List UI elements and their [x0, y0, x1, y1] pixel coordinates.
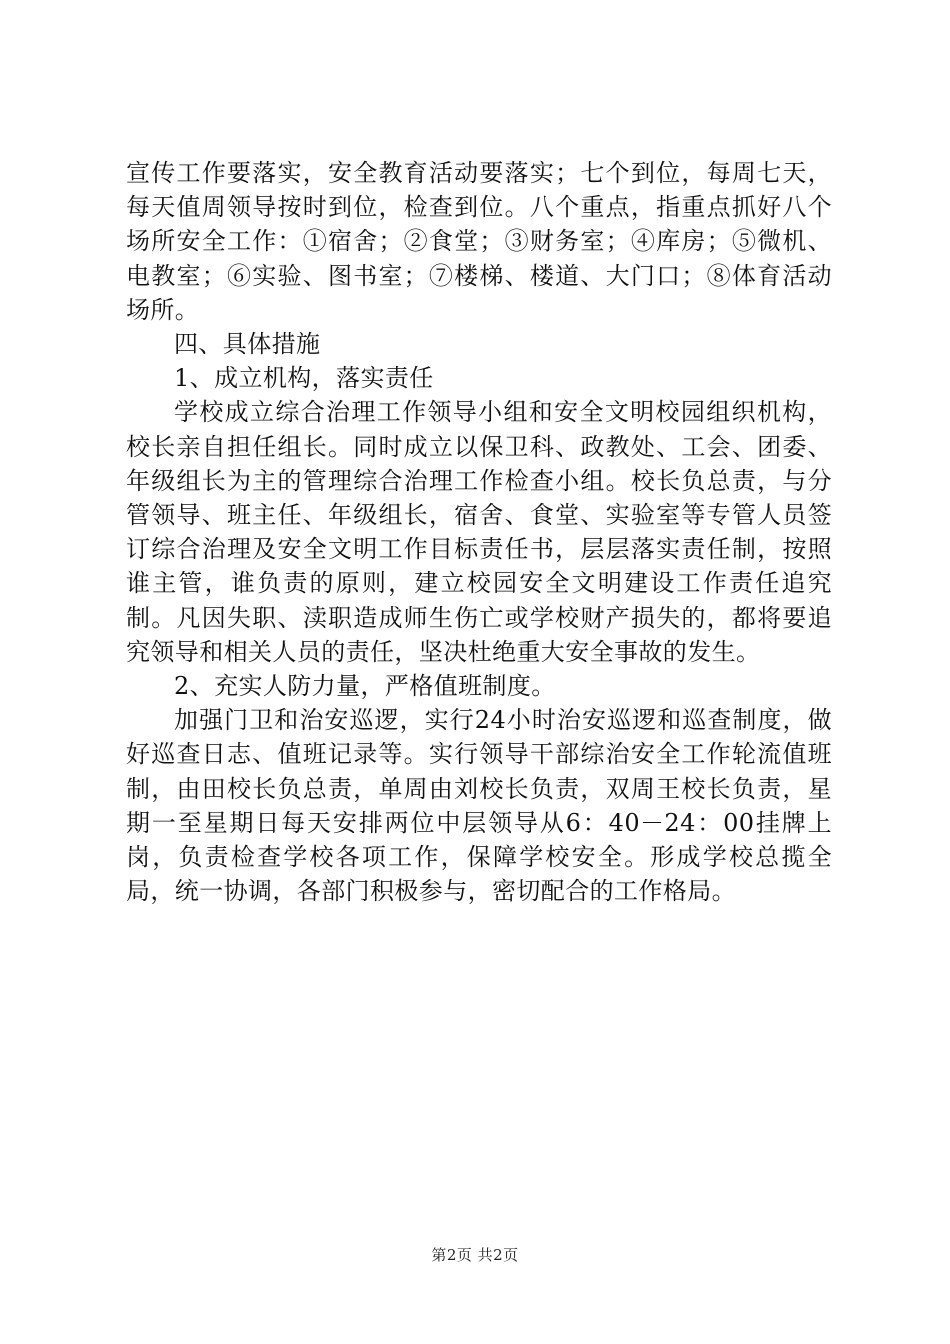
subsection-heading-1: 1、成立机构，落实责任 — [174, 364, 434, 393]
document-body — [126, 156, 832, 908]
paragraph-organization: 学校成立综合治理工作领导小组和安全文明校园组织机构，校长亲自担任组长。同时成立以保卫科、政教处、工会、团委、年级组长为主的管理综合治理工作检查小组。校长负总责，与分管领导、班主任、年级组长，宿舍、食堂、实验室等专管人员签订综合治理及安全文明工作目标责任书，层层落实责任制，按照谁主管，谁负责的原则，建立校园安全文明建设工作责任追究制。凡因失职、渎职造成师生伤亡或学校财产损失的，都将要追究领导和相关人员的责任，坚决杜绝重大安全事故的发生。 — [126, 398, 832, 666]
paragraph-continuation: 宣传工作要落实，安全教育活动要落实；七个到位，每周七天，每天值周领导按时到位，检查到位。八个重点，指重点抓好八个场所安全工作：①宿舍；②食堂；③财务室；④库房；⑤微机、电教室；⑥实验、图书室；⑦楼梯、楼道、大门口；⑧体育活动场所。 — [126, 159, 832, 324]
subsection-heading-2: 2、充实人防力量，严格值班制度。 — [174, 672, 556, 701]
paragraph-duty-system: 加强门卫和治安巡逻，实行24小时治安巡逻和巡查制度，做好巡查日志、值班记录等。实行领导干部综治安全工作轮流值班制，由田校长负总责，单周由刘校长负责，双周王校长负责，星期一至星期日每天安排两位中层领导从6：40－24：00挂牌上岗，负责检查学校各项工作，保障学校安全。形成学校总揽全局，统一协调，各部门积极参与，密切配合的工作格局。 — [126, 706, 832, 906]
page-footer: 第2页 共2页 — [431, 1246, 519, 1264]
section-heading: 四、具体措施 — [174, 330, 321, 359]
